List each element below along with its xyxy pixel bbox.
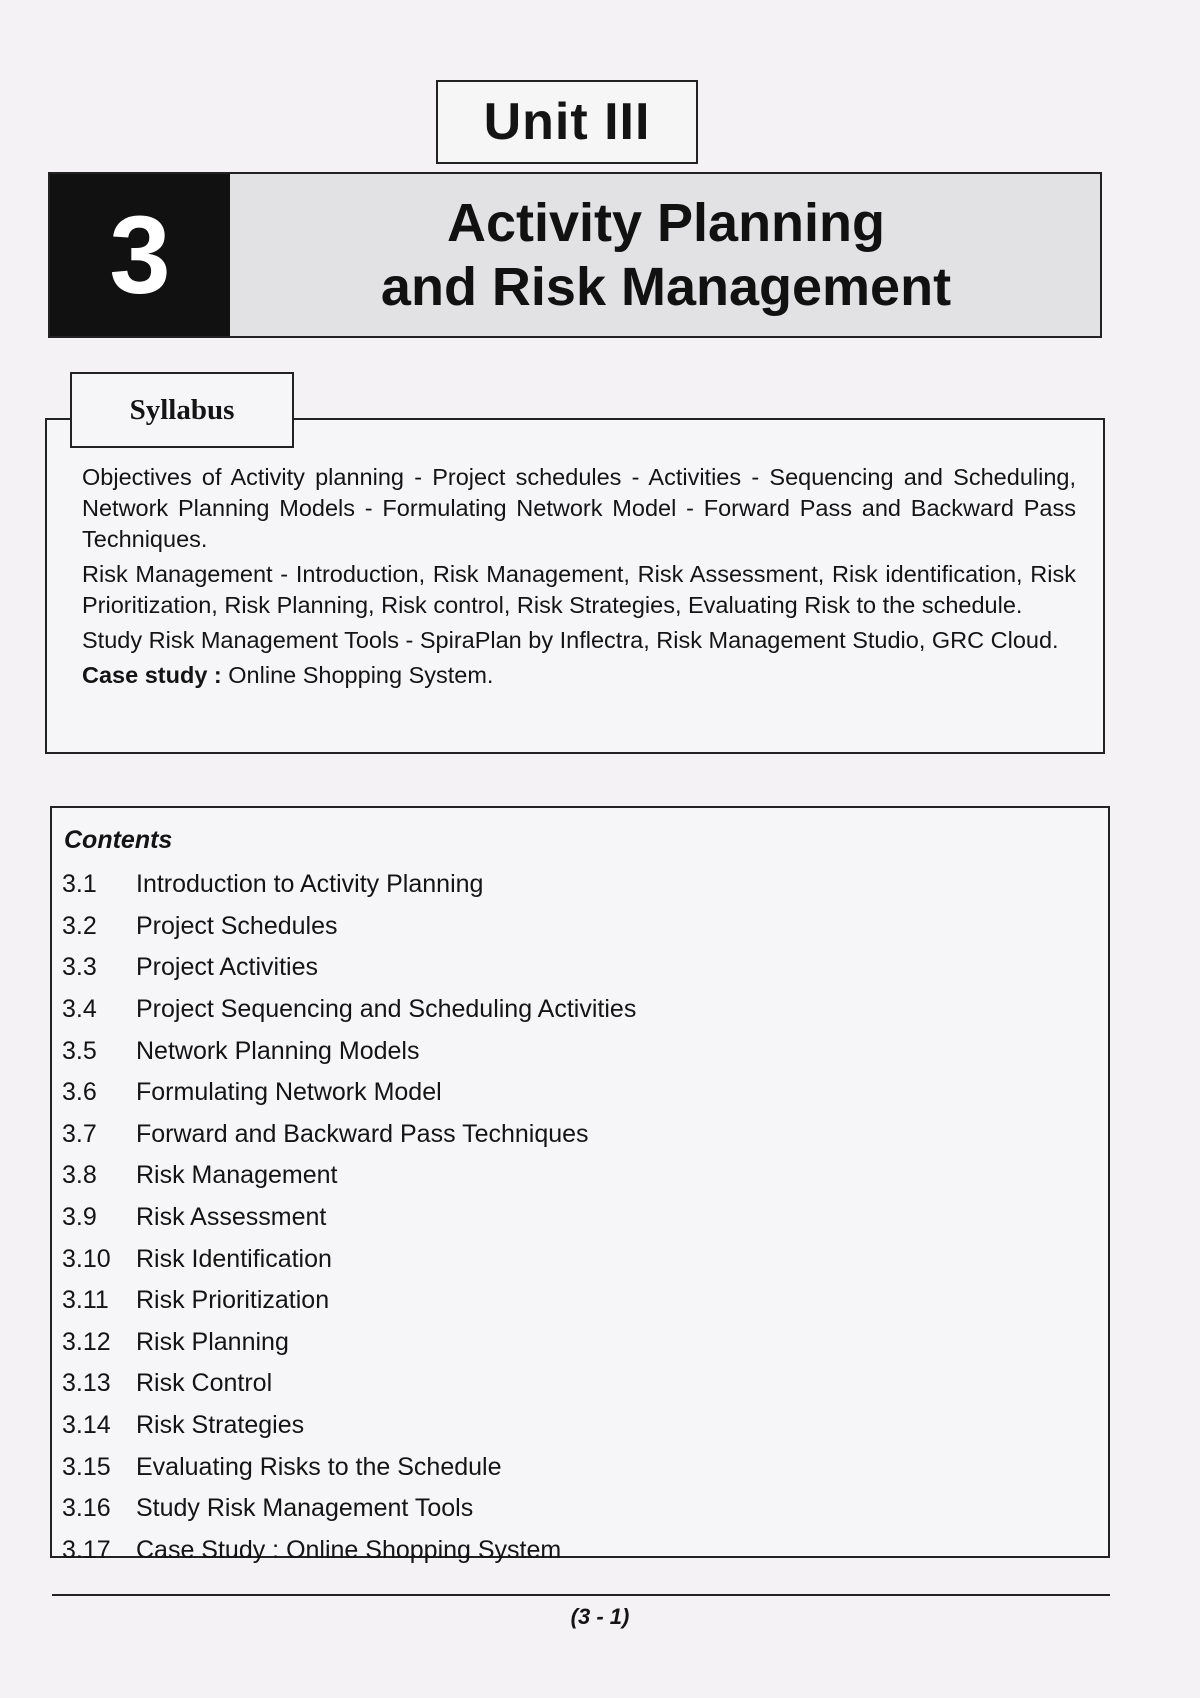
contents-item <box>62 1488 636 1530</box>
contents-item-number: 3.1 <box>62 870 97 899</box>
syllabus-heading: Syllabus <box>70 372 294 448</box>
contents-item <box>62 1072 636 1114</box>
contents-list <box>62 864 636 1571</box>
contents-item-title: Project Schedules <box>136 911 338 940</box>
contents-item-title: Formulating Network Model <box>136 1078 442 1107</box>
contents-item-title: Project Sequencing and Scheduling Activities <box>136 995 637 1024</box>
contents-item-number: 3.12 <box>62 1327 111 1356</box>
chapter-title-line-2: and Risk Management <box>380 257 952 317</box>
contents-item-number: 3.9 <box>62 1203 97 1232</box>
contents-item <box>62 1238 636 1280</box>
contents-item <box>62 1155 636 1197</box>
contents-item-title: Risk Management <box>136 1161 338 1190</box>
contents-item-number: 3.11 <box>62 1286 109 1315</box>
syllabus-paragraph: Objectives of Activity planning - Project schedules - Activities - Sequencing and Scheduling, Network Planning Models - Formulating Network Model - Forward Pass and Backward Pass Techniques. <box>82 464 1076 552</box>
contents-item <box>62 1030 636 1072</box>
contents-item-title: Risk Control <box>136 1369 273 1398</box>
contents-item-number: 3.13 <box>62 1369 111 1398</box>
contents-item-number: 3.7 <box>62 1119 97 1148</box>
contents-item <box>62 1197 636 1239</box>
contents-item <box>62 1405 636 1447</box>
contents-item-number: 3.5 <box>62 1036 97 1065</box>
case-study-text: Online Shopping System. <box>221 662 494 688</box>
contents-item-number: 3.10 <box>62 1244 111 1273</box>
contents-item-number: 3.4 <box>62 995 97 1024</box>
contents-heading: Contents <box>64 826 173 854</box>
contents-item-title: Case Study : Online Shopping System <box>136 1535 562 1564</box>
contents-item <box>62 1280 636 1322</box>
contents-item-number: 3.14 <box>62 1411 111 1440</box>
contents-item <box>62 906 636 948</box>
syllabus-paragraph: Risk Management - Introduction, Risk Management, Risk Assessment, Risk identification, Risk Prioritization, Risk Planning, Risk control, Risk Strategies, Evaluating Risk to the schedule. <box>82 561 1076 618</box>
syllabus-paragraph: Study Risk Management Tools - SpiraPlan by Inflectra, Risk Management Studio, GRC Cloud. <box>82 627 1059 653</box>
case-study-label: Case study : <box>82 662 222 688</box>
contents-item <box>62 864 636 906</box>
syllabus-text <box>82 462 1076 695</box>
unit-heading: Unit III <box>436 80 698 164</box>
chapter-title <box>232 174 1100 336</box>
contents-item <box>62 989 636 1031</box>
contents-item-number: 3.15 <box>62 1452 111 1481</box>
contents-item-title: Forward and Backward Pass Techniques <box>136 1119 589 1148</box>
contents-item <box>62 1363 636 1405</box>
page-number: (3 - 1) <box>570 1604 630 1629</box>
contents-item-title: Study Risk Management Tools <box>136 1494 474 1523</box>
contents-item-title: Risk Assessment <box>136 1203 327 1232</box>
contents-item-number: 3.3 <box>62 953 97 982</box>
contents-item-number: 3.16 <box>62 1494 111 1523</box>
contents-item-title: Network Planning Models <box>136 1036 420 1065</box>
contents-item-title: Project Activities <box>136 953 319 982</box>
contents-item-title: Risk Strategies <box>136 1411 305 1440</box>
contents-item-number: 3.17 <box>62 1535 111 1564</box>
contents-item <box>62 1322 636 1364</box>
footer-divider <box>52 1594 1110 1596</box>
contents-item-title: Risk Prioritization <box>136 1286 330 1315</box>
chapter-title-line-1: Activity Planning <box>446 193 886 253</box>
contents-item <box>62 1530 636 1572</box>
syllabus-case-study <box>82 660 1076 691</box>
contents-item <box>62 1114 636 1156</box>
contents-item-title: Risk Planning <box>136 1327 289 1356</box>
chapter-banner <box>48 172 1102 338</box>
contents-item-title: Evaluating Risks to the Schedule <box>136 1452 502 1481</box>
contents-item-number: 3.2 <box>62 911 97 940</box>
contents-item-number: 3.6 <box>62 1078 97 1107</box>
contents-item <box>62 947 636 989</box>
contents-item-number: 3.8 <box>62 1161 97 1190</box>
contents-item-title: Introduction to Activity Planning <box>136 870 484 899</box>
chapter-number: 3 <box>50 174 230 336</box>
contents-item-title: Risk Identification <box>136 1244 332 1273</box>
contents-item <box>62 1446 636 1488</box>
